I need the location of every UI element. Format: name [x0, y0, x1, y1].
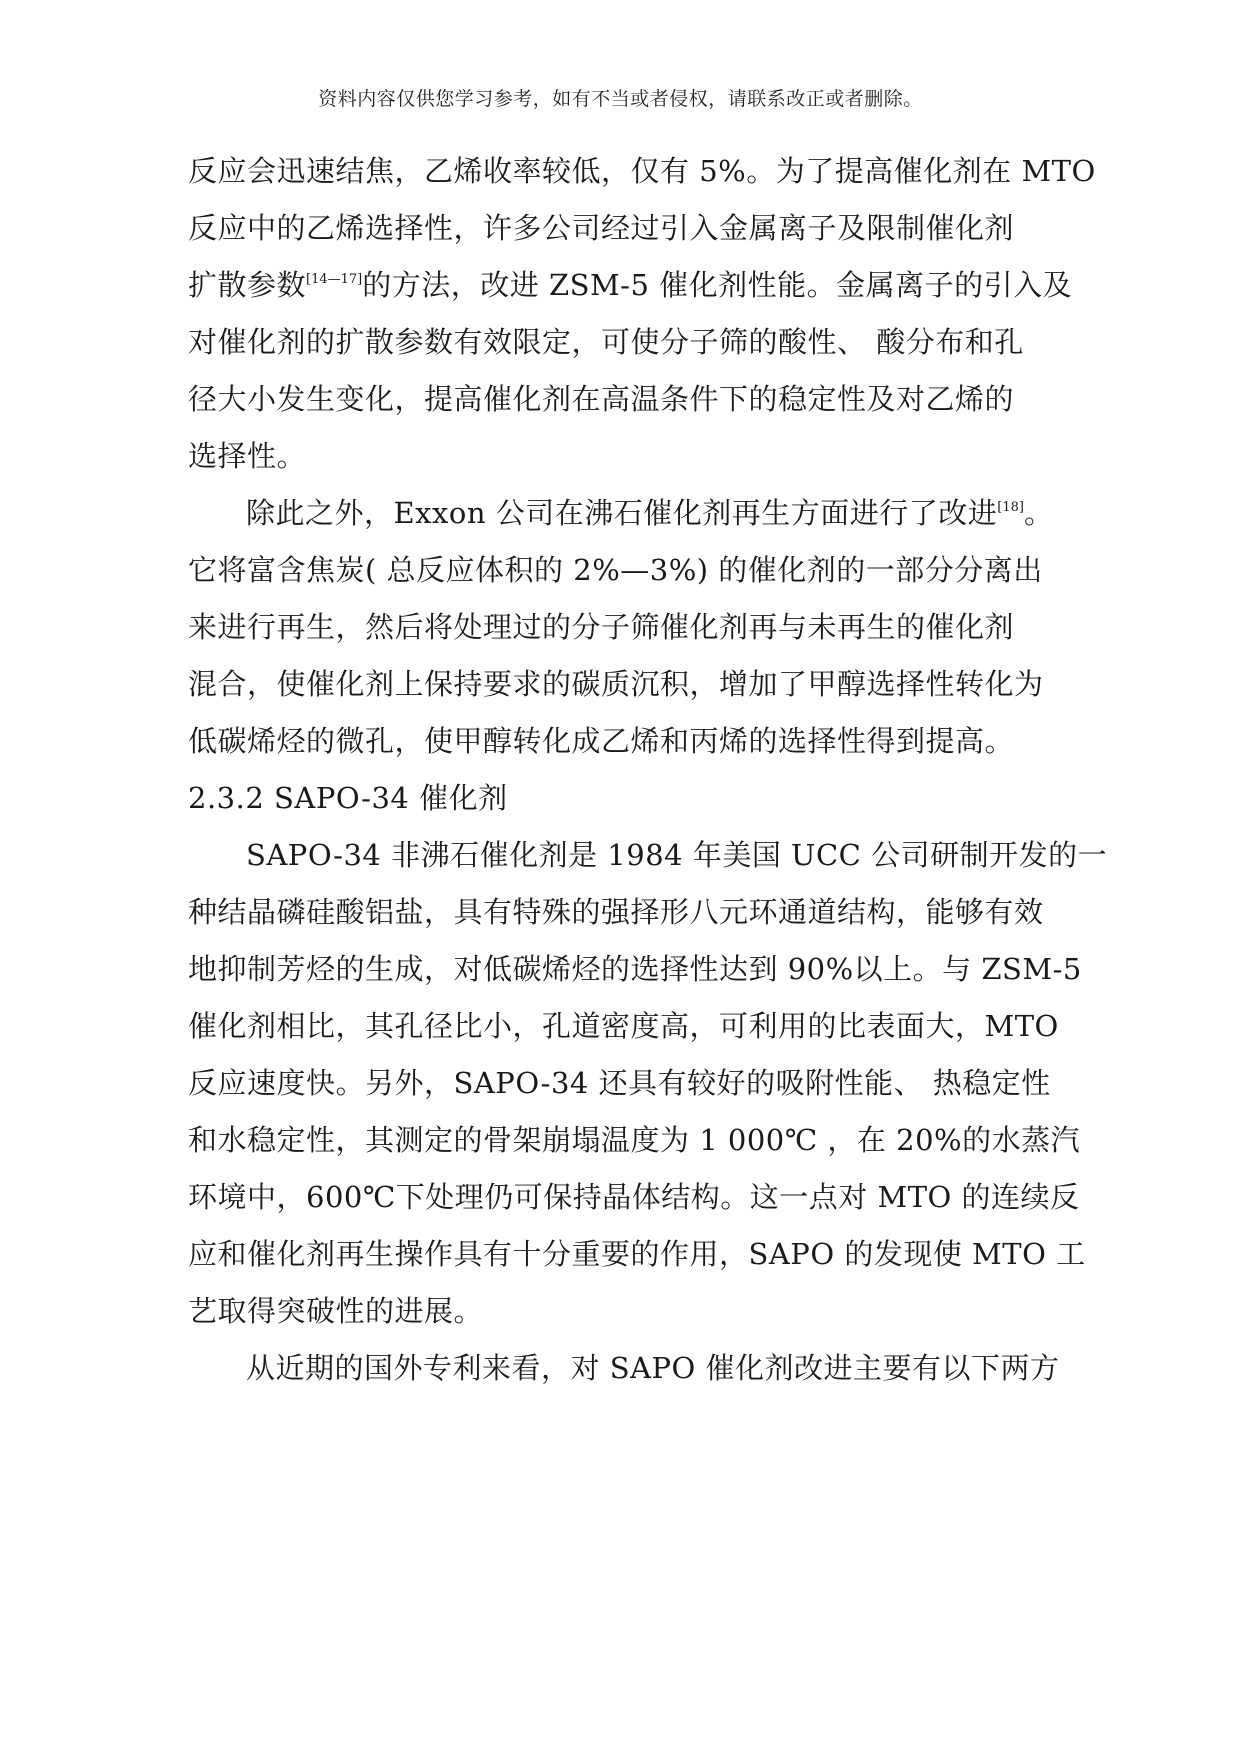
body-text-line: 它将富含焦炭( 总反应体积的 2%—3%) 的催化剂的一部分分离出	[188, 553, 1043, 587]
citation-ref: [18]	[997, 500, 1024, 515]
body-text-line: 反应中的乙烯选择性，许多公司经过引入金属离子及限制催化剂	[188, 211, 1015, 245]
body-text-line: 来进行再生，然后将处理过的分子筛催化剂再与未再生的催化剂	[188, 610, 1015, 644]
body-text-line: 环境中，600℃下处理仍可保持晶体结构。这一点对 MTO 的连续反	[188, 1180, 1080, 1214]
body-text-line: 催化剂相比，其孔径比小，孔道密度高，可利用的比表面大，MTO	[188, 1009, 1059, 1043]
section-heading: 2.3.2 SAPO-34 催化剂	[188, 781, 508, 815]
body-text-line	[188, 265, 1072, 312]
text-segment: 扩散参数	[188, 268, 307, 302]
body-text-line: 低碳烯烃的微孔，使甲醇转化成乙烯和丙烯的选择性得到提高。	[188, 724, 1015, 758]
body-text-line: SAPO-34 非沸石催化剂是 1984 年美国 UCC 公司研制开发的一	[246, 838, 1108, 872]
body-text-line: 应和催化剂再生操作具有十分重要的作用，SAPO 的发现使 MTO 工	[188, 1237, 1086, 1271]
text-segment: 的方法，改进 ZSM-5 催化剂性能。金属离子的引入及	[362, 268, 1073, 302]
body-text-line: 地抑制芳烃的生成，对低碳烯烃的选择性达到 90%以上。与 ZSM-5	[188, 952, 1082, 986]
body-text-line: 艺取得突破性的进展。	[188, 1294, 484, 1328]
body-text-line: 混合，使催化剂上保持要求的碳质沉积，增加了甲醇选择性转化为	[188, 667, 1044, 701]
body-text-line: 选择性。	[188, 439, 307, 473]
body-text-line	[246, 493, 1053, 540]
body-text-line: 种结晶磷硅酸铝盐，具有特殊的强择形八元环通道结构，能够有效	[188, 895, 1044, 929]
body-text-line: 径大小发生变化，提高催化剂在高温条件下的稳定性及对乙烯的	[188, 382, 1015, 416]
body-text-line: 和水稳定性，其测定的骨架崩塌温度为 1 000℃ ，在 20%的水蒸汽	[188, 1123, 1081, 1157]
body-text-line: 从近期的国外专利来看，对 SAPO 催化剂改进主要有以下两方	[246, 1351, 1060, 1385]
text-segment: 除此之外，Exxon 公司在沸石催化剂再生方面进行了改进	[246, 496, 998, 530]
page-header-disclaimer: 资料内容仅供您学习参考，如有不当或者侵权，请联系改正或者删除。	[318, 88, 923, 110]
body-text-line: 对催化剂的扩散参数有效限定，可使分子筛的酸性、 酸分布和孔	[188, 325, 1024, 359]
citation-ref: [14—17]	[306, 272, 363, 287]
text-segment: 。	[1023, 496, 1054, 530]
body-text-line: 反应会迅速结焦，乙烯收率较低，仅有 5%。为了提高催化剂在 MTO	[188, 154, 1096, 188]
body-text-line: 反应速度快。另外，SAPO-34 还具有较好的吸附性能、 热稳定性	[188, 1066, 1051, 1100]
